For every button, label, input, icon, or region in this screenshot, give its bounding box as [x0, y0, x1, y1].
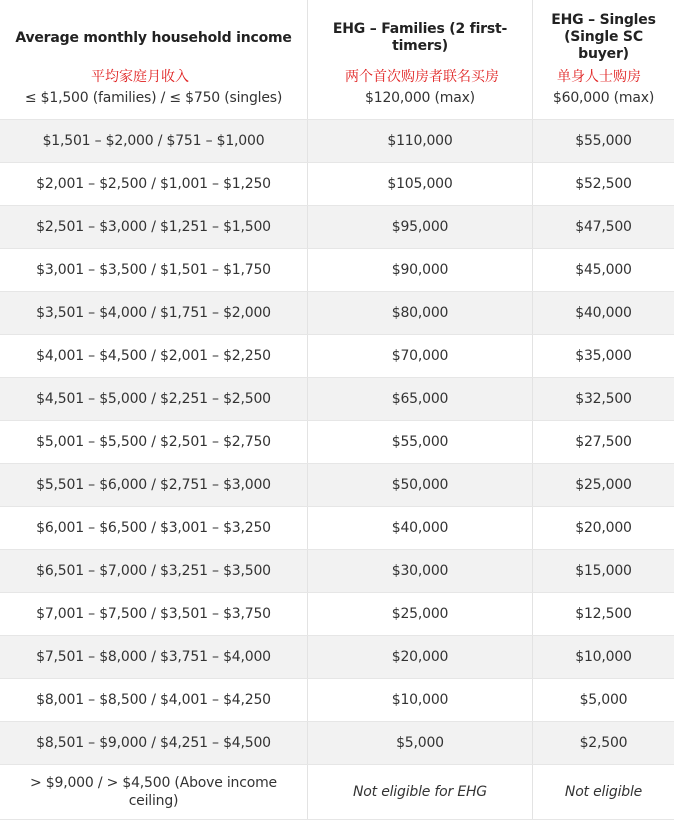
- singles-grant-cell: $55,000: [532, 120, 674, 162]
- families-grant-cell: Not eligible for EHG: [307, 765, 532, 819]
- income-range-cell: > $9,000 / > $4,500 (Above income ceiling): [30, 775, 277, 809]
- singles-grant-cell: $20,000: [532, 507, 674, 549]
- families-grant-cell: $65,000: [307, 378, 532, 420]
- singles-grant-cell: $27,500: [532, 421, 674, 463]
- income-range-cell: $4,001 – $4,500 / $2,001 – $2,250: [36, 348, 271, 364]
- table-row: [0, 636, 674, 679]
- table-row: [0, 163, 674, 206]
- singles-grant-cell: $40,000: [532, 292, 674, 334]
- table-row: [0, 593, 674, 636]
- singles-grant-cell: $52,500: [532, 163, 674, 205]
- table-row: [0, 722, 674, 765]
- income-range-cell: $7,501 – $8,000 / $3,751 – $4,000: [36, 649, 271, 665]
- header-families: EHG – Families (2 first-timers): [307, 0, 532, 77]
- singles-grant-cell: $25,000: [532, 464, 674, 506]
- table-row: [0, 378, 674, 421]
- income-range-cell: ≤ $1,500 (families) / ≤ $750 (singles): [24, 90, 283, 106]
- table-row: [0, 120, 674, 163]
- table-row: [0, 679, 674, 722]
- singles-grant-cell: $5,000: [532, 679, 674, 721]
- annotation-income-zh: 平均家庭月收入: [91, 69, 189, 85]
- income-range-cell: $6,001 – $6,500 / $3,001 – $3,250: [36, 520, 271, 536]
- singles-grant-cell: Not eligible: [532, 765, 674, 819]
- singles-grant-cell: $35,000: [532, 335, 674, 377]
- singles-grant-cell: $32,500: [532, 378, 674, 420]
- families-grant-cell: $50,000: [307, 464, 532, 506]
- table-row: [0, 292, 674, 335]
- singles-grant-cell: $47,500: [532, 206, 674, 248]
- income-range-cell: $8,501 – $9,000 / $4,251 – $4,500: [36, 735, 271, 751]
- table-row: [0, 335, 674, 378]
- income-range-cell: $5,001 – $5,500 / $2,501 – $2,750: [36, 434, 271, 450]
- income-range-cell: $2,001 – $2,500 / $1,001 – $1,250: [36, 176, 271, 192]
- table-row: [0, 206, 674, 249]
- income-range-cell: $1,501 – $2,000 / $751 – $1,000: [42, 133, 265, 149]
- families-grant-cell: $5,000: [307, 722, 532, 764]
- singles-grant-cell: $2,500: [532, 722, 674, 764]
- singles-grant-cell: $10,000: [532, 636, 674, 678]
- families-grant-cell: $40,000: [307, 507, 532, 549]
- families-grant-cell: $55,000: [307, 421, 532, 463]
- singles-grant-cell: $12,500: [532, 593, 674, 635]
- families-grant-cell: $30,000: [307, 550, 532, 592]
- families-grant-cell: $70,000: [307, 335, 532, 377]
- singles-grant-cell: $45,000: [532, 249, 674, 291]
- singles-grant-cell: $15,000: [532, 550, 674, 592]
- income-range-cell: $7,001 – $7,500 / $3,501 – $3,750: [36, 606, 271, 622]
- table-row: [0, 77, 674, 120]
- annotation-singles-zh: 单身人士购房: [557, 69, 641, 85]
- header-income: Average monthly household income: [15, 30, 292, 46]
- income-range-cell: $8,001 – $8,500 / $4,001 – $4,250: [36, 692, 271, 708]
- annotation-families-zh: 两个首次购房者联名买房: [345, 69, 499, 85]
- table-row: [0, 765, 674, 820]
- income-range-cell: $3,001 – $3,500 / $1,501 – $1,750: [36, 262, 271, 278]
- income-range-cell: $5,501 – $6,000 / $2,751 – $3,000: [36, 477, 271, 493]
- families-grant-cell: $20,000: [307, 636, 532, 678]
- table-row: [0, 507, 674, 550]
- income-range-cell: $3,501 – $4,000 / $1,751 – $2,000: [36, 305, 271, 321]
- income-range-cell: $2,501 – $3,000 / $1,251 – $1,500: [36, 219, 271, 235]
- income-range-cell: $6,501 – $7,000 / $3,251 – $3,500: [36, 563, 271, 579]
- singles-grant-cell: $60,000 (max): [532, 77, 674, 119]
- table-row: [0, 421, 674, 464]
- table-row: [0, 249, 674, 292]
- families-grant-cell: $120,000 (max): [307, 77, 532, 119]
- income-range-cell: $4,501 – $5,000 / $2,251 – $2,500: [36, 391, 271, 407]
- table-row: [0, 550, 674, 593]
- families-grant-cell: $90,000: [307, 249, 532, 291]
- families-grant-cell: $80,000: [307, 292, 532, 334]
- families-grant-cell: $95,000: [307, 206, 532, 248]
- families-grant-cell: $105,000: [307, 163, 532, 205]
- families-grant-cell: $25,000: [307, 593, 532, 635]
- header-singles: EHG – Singles (Single SC buyer): [532, 0, 674, 77]
- families-grant-cell: $10,000: [307, 679, 532, 721]
- table-header-row: [0, 0, 674, 77]
- families-grant-cell: $110,000: [307, 120, 532, 162]
- table-row: [0, 464, 674, 507]
